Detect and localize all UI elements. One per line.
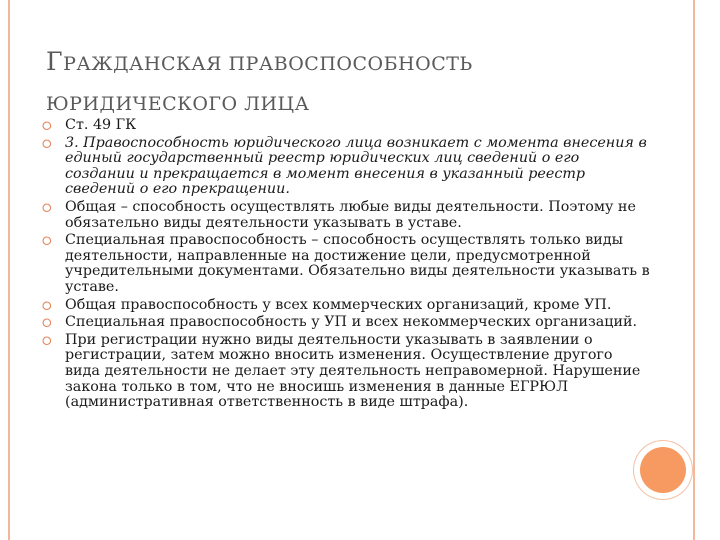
bullet-text: При регистрации нужно виды деятельности указывать в заявлении о регистрации, затем можно вносить изменения. Осуществление другого вида деятельности не делает эту деятельность неправомерной. Нарушение закона только в том, что не вносишь изменения в данные ЕГРЮЛ (административная ответственность в виде штрафа). xyxy=(65,331,641,411)
bullet-item xyxy=(40,233,650,295)
ring-bullet-icon: ⭘ xyxy=(42,119,52,133)
decorative-circle xyxy=(640,447,686,493)
bullet-item xyxy=(40,200,650,231)
right-border-line xyxy=(693,0,695,540)
ring-bullet-icon: ⭘ xyxy=(42,136,52,151)
bullet-item xyxy=(40,136,650,198)
bullet-item xyxy=(40,118,650,134)
bullet-item xyxy=(40,315,650,331)
bullet-text: Специальная правоспособность – способность осуществлять только виды деятельности, направленные на достижение цели, предусмотренной учредительными документами. Обязательно виды деятельности указывать в уставе. xyxy=(65,232,650,295)
bullet-text: Общая – способность осуществлять любые виды деятельности. Поэтому не обязательно виды деятельности указывать в уставе. xyxy=(65,198,636,231)
bullet-item xyxy=(40,298,650,314)
ring-bullet-icon: ⭘ xyxy=(42,333,52,348)
bullet-text: 3. Правоспособность юридического лица возникает с момента внесения в единый государственный реестр юридических лиц сведений о его создании и прекращается в момент внесения в указанный реестр сведений о его прекращении. xyxy=(65,134,647,198)
title-line-2: ЮРИДИЧЕСКОГО ЛИЦА xyxy=(46,93,310,115)
ring-bullet-icon: ⭘ xyxy=(42,234,52,249)
ring-bullet-icon: ⭘ xyxy=(42,200,52,215)
title-line-1 xyxy=(46,42,646,84)
slide-title xyxy=(46,42,646,124)
title-initial-cap: Г xyxy=(46,47,64,76)
ring-bullet-icon: ⭘ xyxy=(42,298,52,313)
bullet-text: Специальная правоспособность у УП и всех некоммерческих организаций. xyxy=(65,314,638,331)
ring-bullet-icon: ⭘ xyxy=(42,316,52,331)
left-border-line xyxy=(8,0,10,540)
bullet-list xyxy=(40,118,650,413)
bullet-text: Общая правоспособность у всех коммерческих организаций, кроме УП. xyxy=(65,296,612,313)
bullet-item xyxy=(40,333,650,411)
title-line-1-rest: РАЖДАНСКАЯ ПРАВОСПОСОБНОСТЬ xyxy=(63,53,473,75)
bullet-text: Ст. 49 ГК xyxy=(65,117,137,133)
